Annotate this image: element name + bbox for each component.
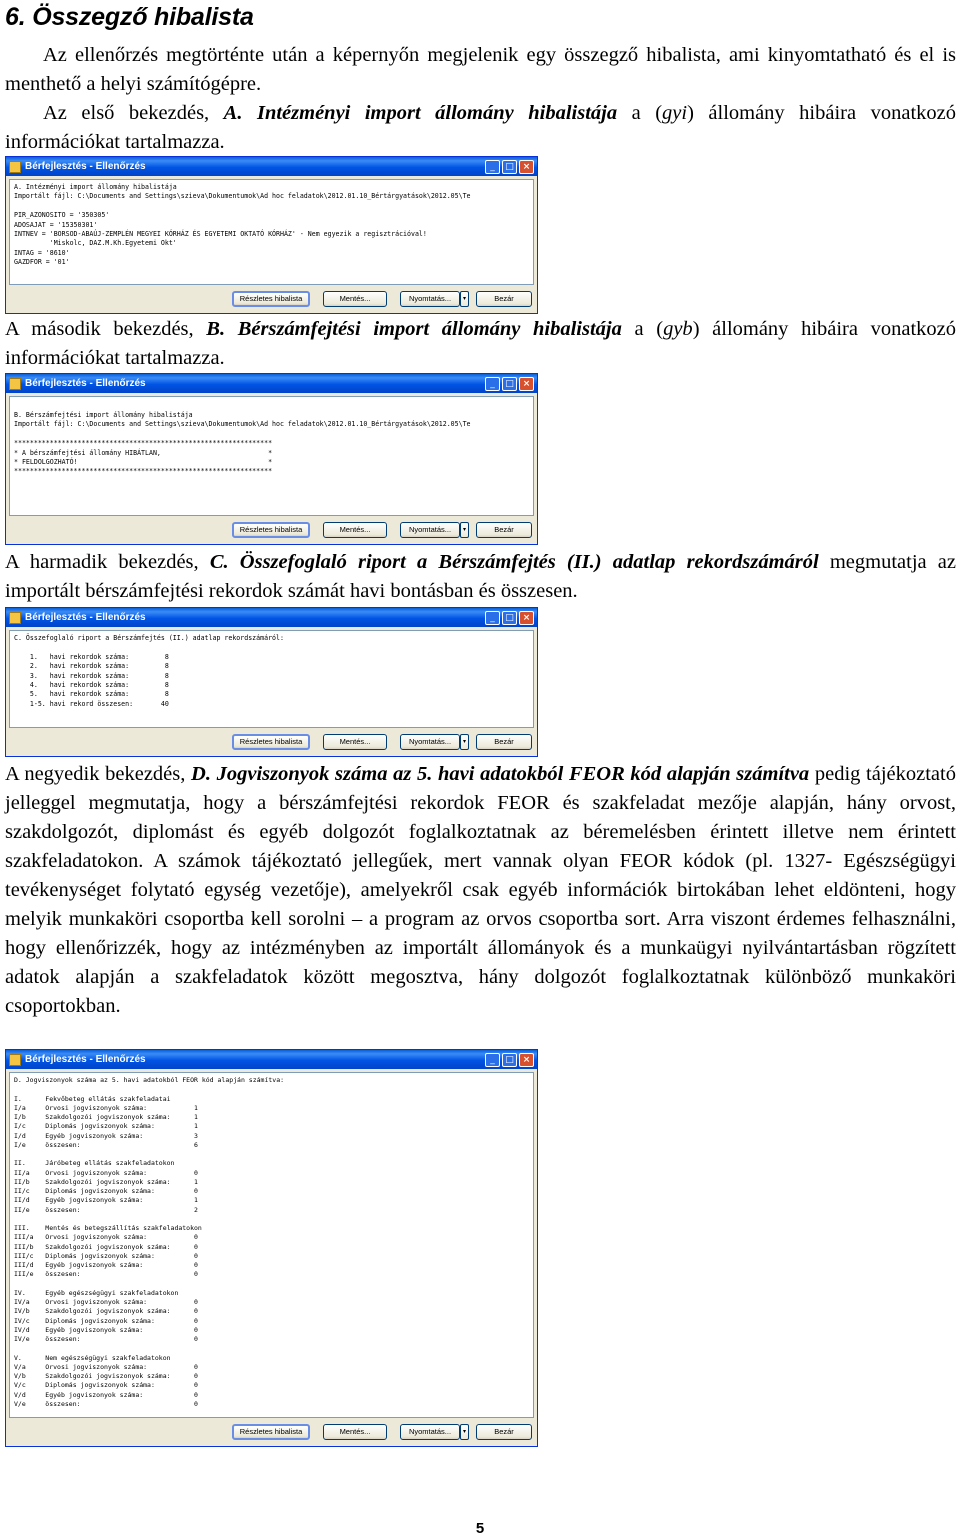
- report-text: A. Intézményi import állomány hibalistája Importált fájl: C:\Documents and Settings\szieva\Dokumentumok\Ad hoc feladatok\2012.01.10_Bértárgyatások\2012.05\Te PIR_AZONOSITO = '350305' ADOSAJAT = '15350301' INTNEV = 'BORSOD-ABAÚJ-ZEMPLÉN MEGYEI KÓRHÁZ ÉS EGYETEMI OKTATÓ KÓRHÁZ' - Nem egyezik a regisztrációval! 'Miskolc, DAZ.M.Kh.Egyetemi Okt' INTAG = '8610' GAZDFOR = '01': [14, 183, 471, 267]
- maximize-icon[interactable]: □: [502, 160, 517, 174]
- dialog-window-a: [5, 156, 538, 314]
- close-icon[interactable]: ×: [519, 160, 534, 174]
- save-button[interactable]: Mentés...: [323, 522, 387, 538]
- maximize-icon[interactable]: □: [502, 377, 517, 391]
- paragraph-c-title: C. Összefoglaló riport a Bérszámfejtés (II.) adatlap rekordszámáról: [209, 551, 819, 573]
- window-title: Bérfejlesztés - Ellenőrzés: [25, 378, 146, 389]
- paragraph-d-title: D. Jogviszonyok száma az 5. havi adatokból FEOR kód alapján számítva: [191, 763, 810, 785]
- close-button[interactable]: Bezár: [476, 1424, 532, 1440]
- window-title: Bérfejlesztés - Ellenőrzés: [25, 161, 146, 172]
- close-icon[interactable]: ×: [519, 377, 534, 391]
- print-dropdown-icon[interactable]: ▾: [460, 291, 469, 307]
- window-title: Bérfejlesztés - Ellenőrzés: [25, 1054, 146, 1065]
- report-textarea[interactable]: [9, 1072, 534, 1418]
- report-textarea[interactable]: [9, 396, 534, 516]
- maximize-icon[interactable]: □: [502, 611, 517, 625]
- page-number: 5: [475, 1520, 485, 1537]
- save-button[interactable]: Mentés...: [323, 291, 387, 307]
- report-text: B. Bérszámfejtési import állomány hibalistája Importált fájl: C:\Documents and Settings\szieva\Dokumentumok\Ad hoc feladatok\2012.01.10_Bértárgyatások\2012.05\Te ***************************************************************** * A bérszámfejtési állomány HIBÁTLAN, * * FELDOLGOZHATÓ! * *****************************************************************: [14, 411, 471, 476]
- button-bar: [6, 728, 537, 756]
- paragraph-c: [5, 548, 956, 606]
- window-title: Bérfejlesztés - Ellenőrzés: [25, 612, 146, 623]
- paragraph-b-open: a (: [621, 318, 664, 340]
- paragraph-b-pre: A második bekezdés,: [5, 318, 207, 340]
- print-button[interactable]: Nyomtatás...: [400, 522, 460, 538]
- dialog-window-d: [5, 1049, 538, 1447]
- report-textarea[interactable]: [9, 630, 534, 728]
- app-icon: [9, 1054, 21, 1066]
- paragraph-a: [5, 99, 956, 157]
- close-button[interactable]: Bezár: [476, 522, 532, 538]
- paragraph-d-pre: A negyedik bekezdés,: [5, 763, 192, 785]
- paragraph-c-pre: A harmadik bekezdés,: [5, 551, 210, 573]
- minimize-icon[interactable]: _: [485, 1053, 500, 1067]
- close-button[interactable]: Bezár: [476, 734, 532, 750]
- report-text: D. Jogviszonyok száma az 5. havi adatokból FEOR kód alapján számítva: I. Fekvőbeteg ellátás szakfeladatai I/a Orvosi jogviszonyok száma: 1 I/b Szakdolgozói jogviszonyok száma: 1 I/c Diplomás jogviszonyok száma: 1 I/d Egyéb jogviszonyok száma: 3 I/e összesen: 6 II. Járóbeteg ellátás szakfeladatokon II/a Orvosi jogviszonyok száma: 0 II/b Szakdolgozói jogviszonyok száma: 1 II/c Diplomás jogviszonyok száma: 0 II/d Egyéb jogviszonyok száma: 1 II/e összesen: 2 III. Mentés és betegszállítás szakfeladatokon III/a Orvosi jogviszonyok száma: 0 III/b Szakdolgozói jogviszonyok száma: 0 III/c Diplomás jogviszonyok száma: 0 III/d Egyéb jogviszonyok száma: 0 III/e összesen: 0 IV. Egyéb egészségügyi szakfeladatokon IV/a Orvosi jogviszonyok száma: 0 IV/b Szakdolgozói jogviszonyok száma: 0 IV/c Diplomás jogviszonyok száma: 0 IV/d Egyéb jogviszonyok száma: 0 IV/e összesen: 0 V. Nem egészségügyi szakfeladatokon V/a Orvosi jogviszonyok száma: 0 V/b Szakdolgozói jogviszonyok száma: 0 V/c Diplomás jogviszonyok száma: 0 V/d Egyéb jogviszonyok száma: 0 V/e összesen: 0: [14, 1076, 285, 1408]
- button-bar: [6, 285, 537, 313]
- window-titlebar[interactable]: [6, 374, 537, 393]
- print-dropdown-icon[interactable]: ▾: [460, 522, 469, 538]
- close-icon[interactable]: ×: [519, 611, 534, 625]
- print-dropdown-icon[interactable]: ▾: [460, 734, 469, 750]
- detailed-list-button[interactable]: Részletes hibalista: [232, 291, 310, 307]
- button-bar: [6, 516, 537, 544]
- maximize-icon[interactable]: □: [502, 1053, 517, 1067]
- minimize-icon[interactable]: _: [485, 611, 500, 625]
- paragraph-a-rest: ) állomány hibáira vonatkozó információkat tartalmazza.: [5, 102, 956, 153]
- window-titlebar[interactable]: [6, 608, 537, 627]
- intro-paragraph: Az ellenőrzés megtörténte után a képernyőn megjelenik egy összegző hibalista, ami kinyomtatható és el is menthető a helyi számítógépre.: [5, 44, 956, 95]
- save-button[interactable]: Mentés...: [323, 1424, 387, 1440]
- paragraph-a-title: A. Intézményi import állomány hibalistája: [223, 102, 618, 124]
- close-icon[interactable]: ×: [519, 1053, 534, 1067]
- minimize-icon[interactable]: _: [485, 160, 500, 174]
- dialog-window-c: [5, 607, 538, 757]
- paragraph-c-rest: megmutatja az importált bérszámfejtési rekordok számát havi bontásban és összesen.: [5, 551, 956, 602]
- app-icon: [9, 161, 21, 173]
- save-button[interactable]: Mentés...: [323, 734, 387, 750]
- window-titlebar[interactable]: [6, 1050, 537, 1069]
- app-icon: [9, 612, 21, 624]
- detailed-list-button[interactable]: Részletes hibalista: [232, 522, 310, 538]
- print-button[interactable]: Nyomtatás...: [400, 1424, 460, 1440]
- paragraph-a-open: a (: [617, 102, 663, 124]
- report-text: C. Összefoglaló riport a Bérszámfejtés (II.) adatlap rekordszámáról: 1. havi rekordok száma: 8 2. havi rekordok száma: 8 3. havi rekordok száma: 8 4. havi rekordok száma: 8 5. havi rekordok száma: 8 1-5. havi rekord összesen: 40: [14, 634, 284, 708]
- paragraph-b-code: gyb: [663, 318, 693, 340]
- report-textarea[interactable]: [9, 179, 534, 285]
- button-bar: [6, 1418, 537, 1446]
- paragraph-a-pre: Az első bekezdés,: [43, 102, 224, 124]
- app-icon: [9, 378, 21, 390]
- paragraph-a-code: gyi: [662, 102, 688, 124]
- window-titlebar[interactable]: [6, 157, 537, 176]
- paragraph-d-rest: pedig tájékoztató jelleggel megmutatja, hogy a bérszámfejtési rekordok FEOR és szakfeladat mezője alapján, hány orvost, szakdolgozót, diplomást és egyéb dolgozót foglalkoztatnak az béremelésben érintett illetve nem érintett szakfeladatokon. A számok tájékoztató jellegűek, mert vannak olyan FEOR kódok (pl. 1327- Egészségügyi tevékenységet folytató egység vezetője), amelyekről csak egyéb információk birtokában lehet eldönteni, hogy melyik munkaköri csoportba kell sorolni – a program az orvos csoportba sort. Arra viszont érdemes felhasználni, hogy ellenőrizzék, hogy az intézményben az importált állományok és a munkaügyi nyilvántartásban rögzített adatok alapján a szakfeladatok között megosztva, hány dolgozót foglalkoztatnak különböző munkaköri csoportokban.: [5, 763, 956, 1017]
- paragraph-b-rest: ) állomány hibáira vonatkozó információkat tartalmazza.: [5, 318, 957, 369]
- paragraph-b: [5, 315, 956, 373]
- paragraph-b-title: B. Bérszámfejtési import állomány hibalistája: [206, 318, 622, 340]
- print-button[interactable]: Nyomtatás...: [400, 291, 460, 307]
- print-button[interactable]: Nyomtatás...: [400, 734, 460, 750]
- paragraph-d: [5, 760, 956, 1021]
- close-button[interactable]: Bezár: [476, 291, 532, 307]
- dialog-window-b: [5, 373, 538, 545]
- section-heading: 6. Összegző hibalista: [5, 3, 254, 31]
- detailed-list-button[interactable]: Részletes hibalista: [232, 734, 310, 750]
- detailed-list-button[interactable]: Részletes hibalista: [232, 1424, 310, 1440]
- minimize-icon[interactable]: _: [485, 377, 500, 391]
- print-dropdown-icon[interactable]: ▾: [460, 1424, 469, 1440]
